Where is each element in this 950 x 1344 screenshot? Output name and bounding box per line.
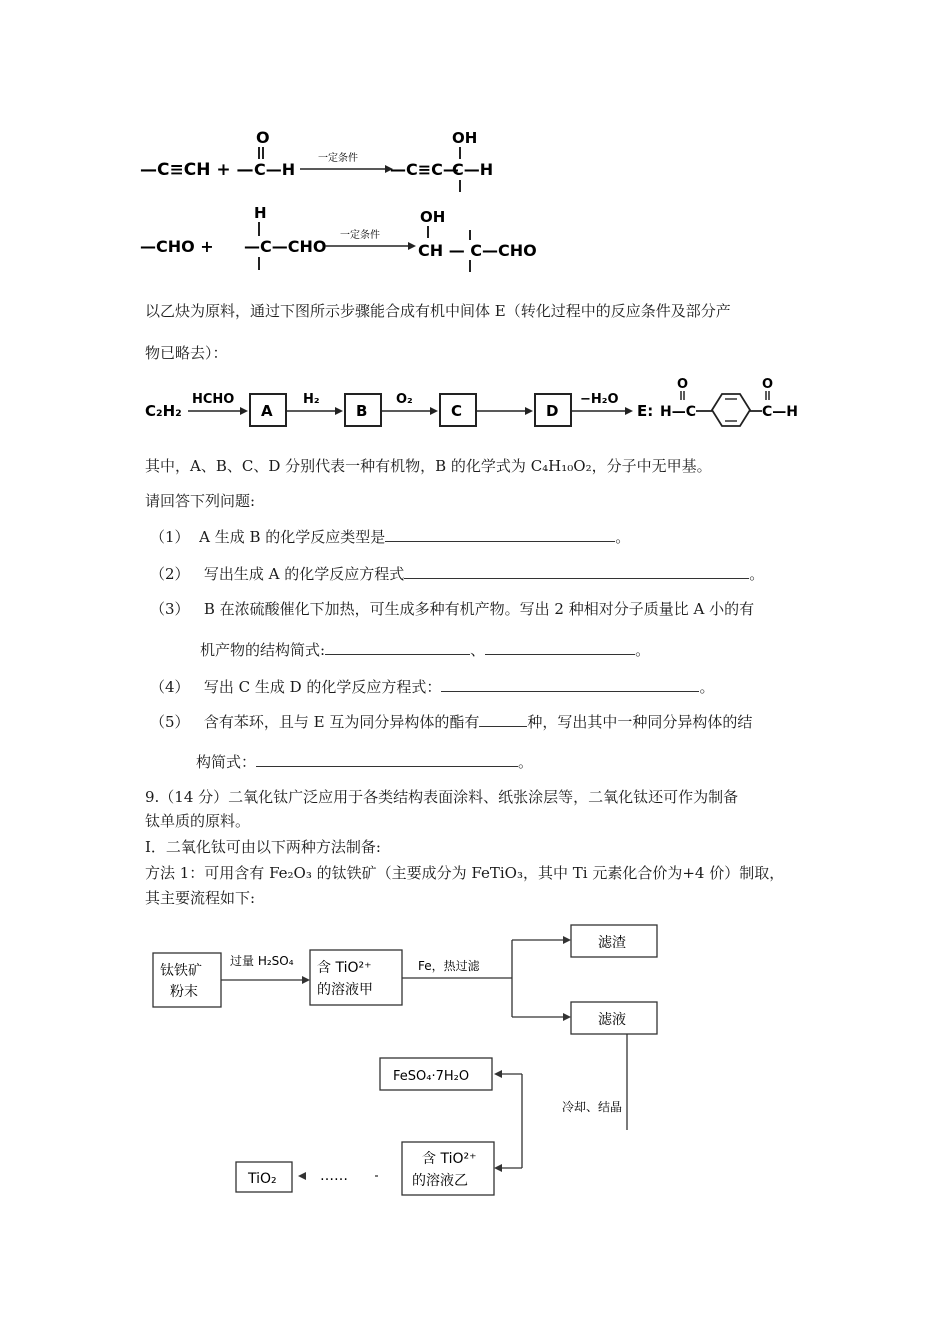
scheme-note: 其中，A、B、C、D 分别代表一种有机物，B 的化学式为 C₄H₁₀O₂，分子中无甲基。	[145, 457, 712, 475]
flow-acid: 过量 H₂SO₄	[230, 954, 294, 968]
reaction-2-mid: —C—CHO	[244, 237, 327, 256]
questions-prompt: 请回答下列问题:	[145, 492, 256, 510]
scheme-product-right: C—H	[762, 404, 798, 420]
answer-blank-5a[interactable]	[479, 712, 527, 727]
scheme-reagent-h2: H₂	[303, 392, 320, 407]
reaction-2-reactant: —CHO +	[140, 237, 214, 256]
svg-text:O: O	[677, 377, 689, 392]
svg-text:FeSO₄·7H₂O: FeSO₄·7H₂O	[393, 1069, 470, 1084]
reaction-1-product: —C≡C—	[390, 160, 459, 179]
reaction-1-condition: 一定条件	[318, 153, 358, 164]
reaction-2-oh: OH	[420, 208, 446, 226]
q9-line-3: Ⅰ．二氧化钛可由以下两种方法制备:	[145, 838, 381, 856]
answer-blank-3b[interactable]	[485, 640, 635, 655]
reaction-1-carbonyl-o: O	[256, 128, 270, 147]
scheme-product-label: E:	[637, 402, 654, 420]
reaction-2-h: H	[254, 204, 267, 222]
reaction-1-oh: OH	[452, 129, 478, 147]
answer-blank-1[interactable]	[385, 527, 615, 542]
reaction-2-diagram	[140, 200, 540, 280]
intro-line-2: 物已略去）：	[145, 344, 228, 362]
question-3-cont: 机产物的结构简式: 、 。	[200, 641, 651, 659]
svg-text:钛铁矿: 钛铁矿	[160, 963, 202, 979]
answer-blank-2[interactable]	[404, 564, 749, 579]
svg-text:含 TiO²⁺: 含 TiO²⁺	[317, 960, 372, 976]
scheme-reagent-o2: O₂	[396, 392, 413, 407]
svg-text:含 TiO²⁺: 含 TiO²⁺	[422, 1151, 477, 1167]
answer-blank-3a[interactable]	[325, 640, 470, 655]
scheme-product-left: H—C	[660, 404, 696, 420]
question-5-cont: 构简式： 。	[196, 753, 534, 771]
q9-line-1: 9.（14 分）二氧化钛广泛应用于各类结构表面涂料、纸张涂层等，二氧化钛还可作为制备	[145, 788, 739, 806]
answer-blank-5b[interactable]	[256, 752, 518, 767]
q9-line-2: 钛单质的原料。	[145, 812, 251, 830]
q9-line-4: 方法 1：可用含有 Fe₂O₃ 的钛铁矿（主要成分为 FeTiO₃，其中 Ti 元素化合价为+4 价）制取，	[145, 864, 785, 882]
synthesis-scheme	[140, 372, 800, 447]
svg-text:O: O	[762, 377, 774, 392]
reaction-2-product: CH — C—CHO	[418, 241, 537, 260]
flow-cool: 冷却、结晶	[562, 1100, 623, 1114]
reaction-1-aldehyde: C—H	[254, 160, 296, 179]
answer-blank-4[interactable]	[441, 677, 699, 692]
scheme-reagent-hcho: HCHO	[192, 392, 235, 407]
scheme-start: C₂H₂	[145, 402, 182, 420]
scheme-box-b-label: B	[356, 402, 368, 420]
question-1: （1） A 生成 B 的化学反应类型是 。	[150, 528, 631, 546]
scheme-box-a-label: A	[261, 402, 273, 420]
flow-fe: Fe，热过滤	[418, 959, 480, 973]
q9-line-5: 其主要流程如下:	[145, 889, 256, 907]
reaction-1-reactant: —C≡CH + —	[140, 160, 254, 180]
intro-line-1: 以乙炔为原料，通过下图所示步骤能合成有机中间体 E（转化过程中的反应条件及部分产	[145, 302, 731, 320]
question-4: （4） 写出 C 生成 D 的化学反应方程式： 。	[150, 678, 715, 696]
reaction-1-diagram	[140, 125, 540, 195]
svg-text:的溶液乙: 的溶液乙	[412, 1173, 468, 1189]
tio2-flowchart	[140, 920, 680, 1210]
question-5: （5） 含有苯环，且与 E 互为同分异构体的酯有 种，写出其中一种同分异构体的结	[150, 713, 753, 731]
question-3: （3） B 在浓硫酸催化下加热，可生成多种有机产物。写出 2 种相对分子质量比 A 小的有	[150, 600, 755, 618]
svg-text:粉末: 粉末	[170, 984, 198, 1000]
reaction-1-product-c: C—H	[452, 160, 494, 179]
svg-text:滤液: 滤液	[598, 1012, 626, 1028]
question-2: （2） 写出生成 A 的化学反应方程式 。	[150, 565, 765, 583]
scheme-reagent-water: −H₂O	[580, 392, 619, 407]
svg-text:滤渣: 滤渣	[598, 935, 626, 951]
scheme-box-d-label: D	[546, 402, 559, 420]
scheme-box-c-label: C	[451, 402, 463, 420]
svg-text:TiO₂: TiO₂	[248, 1171, 277, 1187]
reaction-2-condition: 一定条件	[340, 230, 380, 241]
svg-text:的溶液甲: 的溶液甲	[317, 982, 373, 998]
flow-dots: ……	[320, 1168, 348, 1184]
